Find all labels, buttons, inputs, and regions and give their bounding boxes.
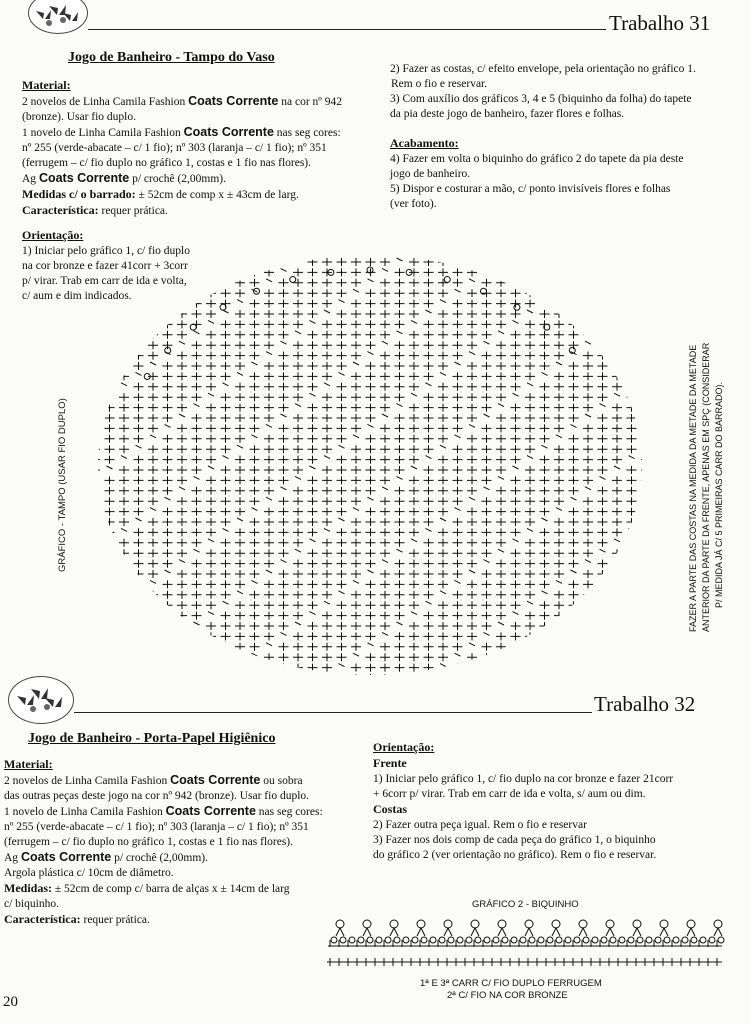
picot-stem (687, 928, 695, 936)
chain-loop (547, 937, 553, 943)
picot-stem (498, 928, 506, 936)
picot (336, 920, 344, 928)
t31-step3: 3) Com auxílio dos gráficos 3, 4 e 5 (biquinho da folha) do tapete (390, 93, 692, 105)
t31-material-block (22, 78, 367, 219)
grafico2-biquinho-chart (322, 910, 727, 976)
t31-carac: requer prática. (101, 205, 168, 217)
butterfly-emblem-bottom (8, 676, 74, 724)
chain-loop (466, 937, 472, 943)
chain-loop (340, 937, 346, 943)
t32-mat3-rest: nas seg cores: (258, 806, 323, 818)
crochet-chart-tampo (70, 250, 680, 700)
chain-loop (556, 937, 562, 943)
t31-step4b: jogo de banheiro. (390, 168, 471, 180)
t32-carac-label: Característica: (4, 912, 81, 926)
chain-loop (700, 937, 706, 943)
chain-loop (457, 937, 463, 943)
t31-step1d: c/ aum e dim indicados. (22, 290, 132, 302)
chain-loop (403, 937, 409, 943)
picot (552, 920, 560, 928)
picot-stem (336, 928, 344, 936)
t31-step5b: (ver foto). (390, 198, 437, 210)
chain-loop (394, 937, 400, 943)
chain-loop (385, 937, 391, 943)
butterfly-icon (29, 0, 87, 33)
t31-medidas: ± 52cm de comp x ± 43cm de larg. (138, 189, 299, 201)
picot (444, 920, 452, 928)
t32-mat4: nº 255 (verde-abacate – c/ 1 fio); nº 303 (laranja – c/ 1 fio); nº 351 (4, 821, 309, 833)
t32-mat1: 2 novelos de Linha Camila Fashion (4, 775, 168, 787)
picot (363, 920, 371, 928)
chain-loop (484, 937, 490, 943)
chain-stitch (190, 324, 196, 330)
chart-side-note-1: FAZER A PARTE DAS COSTAS NA MEDIDA DA METADE DA METADE (688, 344, 698, 632)
picot (579, 920, 587, 928)
chain-loop (691, 937, 697, 943)
t32-mat1-rest: ou sobra (263, 775, 303, 787)
chain-loop (376, 937, 382, 943)
t31-mat5: (ferrugem – c/ fio duplo no gráfico 1, costas e 1 fio nas flores). (22, 157, 312, 169)
page-number: 20 (3, 994, 18, 1010)
chain-loop (430, 937, 436, 943)
chain-loop (529, 937, 535, 943)
chain-loop (493, 937, 499, 943)
chain-loop (511, 937, 517, 943)
t32-material-block (4, 757, 354, 928)
t32-mat2: das outras peças deste jogo na cor nº 942 (bronze). Usar fio duplo. (4, 790, 310, 802)
chain-loop (610, 937, 616, 943)
t32-argola: Argola plástica c/ 10cm de diâmetro. (4, 867, 174, 879)
t32-carac: requer prática. (83, 914, 150, 926)
t31-step1c: p/ virar. Trab em carr de ida e volta, (22, 275, 187, 287)
chain-loop (565, 937, 571, 943)
header-trabalho-32: Trabalho 32 (594, 692, 696, 716)
t31-title: Jogo de Banheiro - Tampo do Vaso (68, 50, 275, 65)
picot-stem (606, 928, 614, 936)
t31-mat4: nº 255 (verde-abacate – c/ 1 fio); nº 303 (laranja – c/ 1 fio); nº 351 (22, 142, 327, 154)
chain-stitch (290, 277, 296, 283)
chain-loop (655, 937, 661, 943)
t31-mat3-brand: Coats Corrente (183, 125, 274, 139)
t31-step2b: Rem o fio e reservar. (391, 78, 488, 90)
chart-tampo-label: GRÁFICO - TAMPO (USAR FIO DUPLO) (57, 398, 68, 572)
chain-loop (331, 937, 337, 943)
stitch-grid (90, 258, 666, 692)
t32-step3b: do gráfico 2 (ver orientação no gráfico). Rem o fio e reservar. (373, 849, 657, 861)
header-rule-32 (74, 712, 592, 713)
t31-mat1-rest: na cor nº 942 (281, 96, 342, 108)
chain-loop (682, 937, 688, 943)
chain-stitch (444, 277, 450, 283)
chain-loop (520, 937, 526, 943)
picot (633, 920, 641, 928)
t31-carac-label: Característica: (22, 203, 99, 217)
chain-loop (583, 937, 589, 943)
chain-loop (412, 937, 418, 943)
chain-loop (538, 937, 544, 943)
t31-step5: 5) Dispor e costurar a mão, c/ ponto invisíveis flores e folhas (390, 183, 671, 195)
chain-loop (592, 937, 598, 943)
t32-frente-heading: Frente (373, 756, 407, 770)
picot-stem (525, 928, 533, 936)
picot-stem (390, 928, 398, 936)
picot-stem (579, 928, 587, 936)
t31-mat3: 1 novelo de Linha Camila Fashion (22, 127, 181, 139)
chain-loop (358, 937, 364, 943)
t32-step1b: + 6corr p/ virar. Trab em carr de ida e volta, s/ aum ou dim. (373, 788, 646, 800)
t32-ag: Ag (4, 852, 19, 864)
picot-stem (633, 928, 641, 936)
chain-stitch (514, 304, 520, 310)
chain-loop (502, 937, 508, 943)
t31-material-heading: Material: (22, 78, 71, 92)
t32-step3: 3) Fazer nos dois comp de cada peça do gráfico 1, o biquinho (373, 834, 656, 846)
picot-stem (714, 928, 722, 936)
picot (471, 920, 479, 928)
chart-side-note-3: P/ MEDIDA JÁ C/ 5 PRIMEIRAS CARR DO BARRADO). (714, 381, 724, 608)
t31-acabamento-heading: Acabamento: (390, 136, 459, 150)
t32-medidas2: c/ biquinho. (4, 898, 59, 910)
t32-medidas-label: Medidas: (4, 881, 52, 895)
butterfly-icon (9, 677, 73, 723)
t31-step2: 2) Fazer as costas, c/ efeito envelope, pela orientação no gráfico 1. (390, 63, 696, 75)
picot (714, 920, 722, 928)
t32-step1: 1) Iniciar pelo gráfico 1, c/ fio duplo na cor bronze e fazer 21corr (373, 773, 674, 785)
picot (660, 920, 668, 928)
t31-step1: 1) Iniciar pelo gráfico 1, c/ fio duplo (22, 245, 190, 257)
picot-stem (660, 928, 668, 936)
chain-loop (718, 937, 724, 943)
chain-loop (601, 937, 607, 943)
chain-loop (664, 937, 670, 943)
grafico2-note-1: 1ª E 3ª CARR C/ FIO DUPLO FERRUGEM (420, 978, 602, 989)
grafico2-note-2: 2ª C/ FIO NA COR BRONZE (447, 990, 568, 1001)
chain-loop (709, 937, 715, 943)
t31-ag-brand: Coats Corrente (38, 171, 130, 185)
picot (606, 920, 614, 928)
chain-loop (646, 937, 652, 943)
t32-mat3: 1 novelo de Linha Camila Fashion (4, 806, 163, 818)
t31-right-block (390, 62, 740, 212)
t31-step3b: da pia deste jogo de banheiro, fazer flores e folhas. (390, 108, 625, 120)
t31-medidas-label: Medidas c/ o barrado: (22, 187, 136, 201)
t31-mat3-rest: nas seg cores: (276, 127, 341, 139)
chain-loop (628, 937, 634, 943)
header-rule-31 (88, 29, 606, 30)
t32-mat1-brand: Coats Corrente (170, 773, 261, 787)
t32-costas-heading: Costas (373, 802, 408, 816)
picot (390, 920, 398, 928)
t31-step4: 4) Fazer em volta o biquinho do gráfico 2 do tapete da pia deste (390, 153, 684, 165)
t32-orientation-heading: Orientação: (373, 740, 435, 754)
grafico2-title: GRÁFICO 2 - BIQUINHO (472, 899, 579, 910)
chain-loop (475, 937, 481, 943)
t32-mat5: (ferrugem – c/ fio duplo no gráfico 1, costas e 1 fio nas flores). (4, 836, 294, 848)
t31-ag: Ag (22, 173, 37, 185)
edging-lines (327, 940, 722, 966)
t31-ag-rest: p/ crochê (2,00mm). (132, 173, 226, 185)
picot-stem (444, 928, 452, 936)
picot-stem (417, 928, 425, 936)
t31-mat1-brand: Coats Corrente (188, 94, 279, 108)
t32-ag-brand: Coats Corrente (20, 850, 112, 864)
picot-stem (363, 928, 371, 936)
picot (525, 920, 533, 928)
picot-stem (471, 928, 479, 936)
picot-stem (552, 928, 560, 936)
t32-ag-rest: p/ crochê (2,00mm). (114, 852, 208, 864)
chain-loop (637, 937, 643, 943)
t31-step1b: na cor bronze e fazer 41corr + 3corr (22, 260, 188, 272)
t32-mat3-brand: Coats Corrente (165, 804, 256, 818)
t31-orientation-heading: Orientação: (22, 228, 84, 242)
t31-mat1: 2 novelos de Linha Camila Fashion (22, 96, 186, 108)
t32-material-heading: Material: (4, 757, 53, 771)
t32-title: Jogo de Banheiro - Porta-Papel Higiênico (28, 731, 276, 746)
t32-orientation-block (373, 740, 743, 863)
t31-mat2: (bronze). Usar fio duplo. (22, 111, 137, 123)
picot (417, 920, 425, 928)
butterfly-emblem-top (28, 0, 88, 34)
chain-loop (439, 937, 445, 943)
chain-loop (448, 937, 454, 943)
chain-loop (349, 937, 355, 943)
picot (498, 920, 506, 928)
chain-loop (673, 937, 679, 943)
t32-step2: 2) Fazer outra peça igual. Rem o fio e reservar (373, 819, 587, 831)
chain-loop (574, 937, 580, 943)
chain-loop (619, 937, 625, 943)
picot (687, 920, 695, 928)
header-trabalho-31: Trabalho 31 (609, 11, 711, 35)
chain-loop (421, 937, 427, 943)
chain-loop (367, 937, 373, 943)
chart-side-note-2: ANTERIOR DA PARTE DA FRENTE, APENAS EM SPÇ (CONSIDERAR (701, 342, 711, 632)
t32-medidas: ± 52cm de comp c/ barra de alças x ± 14cm de larg (54, 883, 290, 895)
